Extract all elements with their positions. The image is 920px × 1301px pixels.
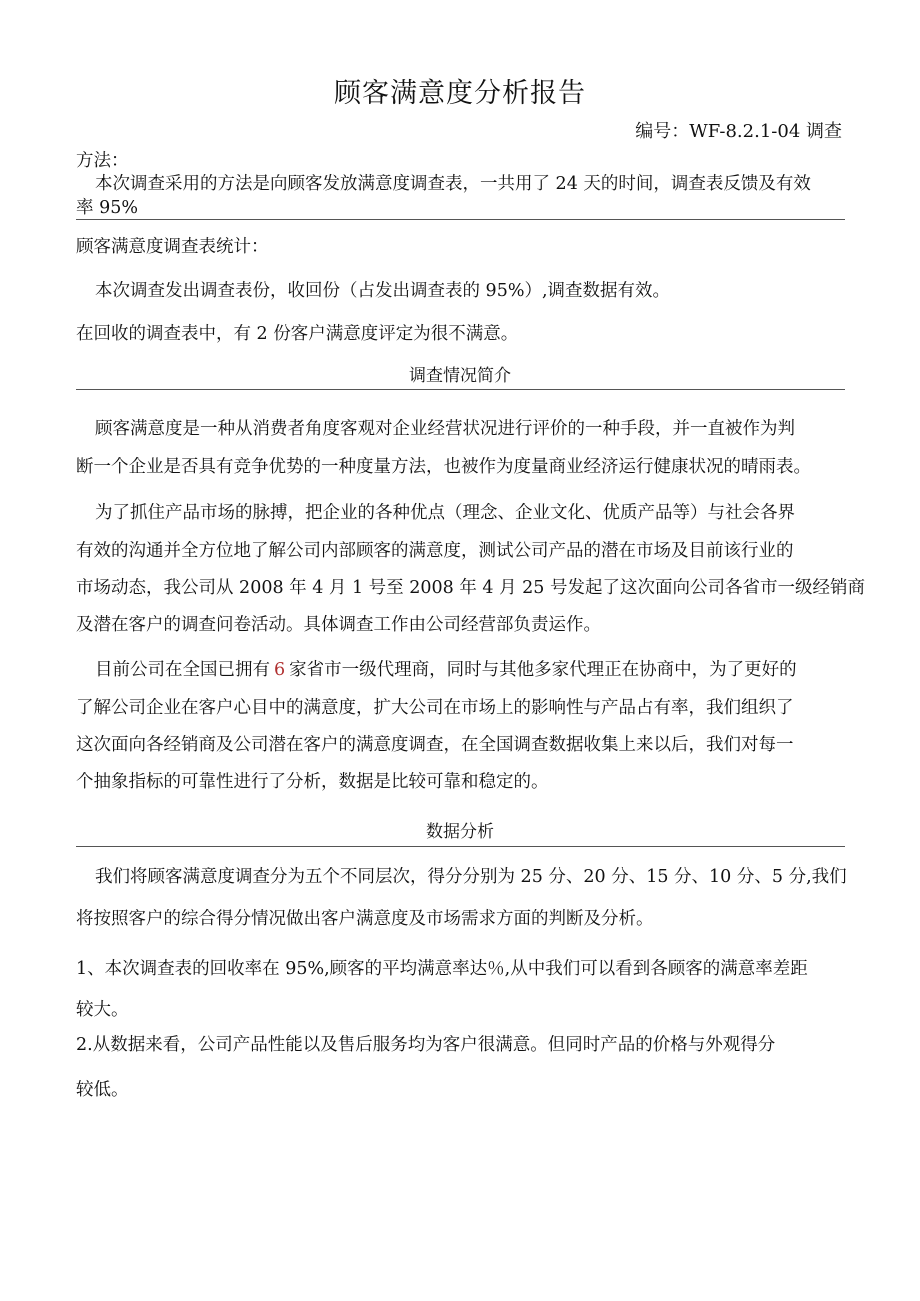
analysis-heading: 数据分析 (426, 822, 494, 842)
document-code: 编号：WF-8.2.1-04 调查 (635, 121, 842, 142)
analysis-item-2-line-1: 2.从数据来看，公司产品性能以及售后服务均为客户很满意。但同时产品的价格与外观得分 (76, 1035, 776, 1055)
intro-p3-line-2: 了解公司企业在客户心目中的满意度，扩大公司在市场上的影响性与产品占有率，我们组织了 (76, 698, 794, 718)
method-label: 方法： (76, 151, 129, 171)
analysis-item-1-line-2: 较大。 (76, 1000, 129, 1020)
analysis-p1-line-1: 我们将顾客满意度调查分为五个不同层次，得分分别为 25 分、20 分、15 分、10 分、5 分,我们 (95, 867, 847, 887)
stats-heading: 顾客满意度调查表统计： (76, 237, 269, 257)
intro-p2-line-4: 及潜在客户的调查问卷活动。具体调查工作由公司经营部负责运作。 (76, 615, 601, 635)
intro-heading: 调查情况简介 (409, 366, 511, 386)
agent-count: 6 (274, 660, 286, 680)
divider-intro (76, 389, 845, 390)
method-text-line-2: 率 95% (76, 198, 138, 218)
analysis-p1-line-2: 将按照客户的综合得分情况做出客户满意度及市场需求方面的判断及分析。 (76, 909, 654, 929)
intro-p2-line-1: 为了抓住产品市场的脉搏，把企业的各种优点（理念、企业文化、优质产品等）与社会各界 (95, 503, 795, 523)
stats-text-line-2: 在回收的调查表中，有 2 份客户满意度评定为很不满意。 (76, 324, 519, 344)
analysis-item-1-line-1: 1、本次调查表的回收率在 95%,顾客的平均满意率达％,从中我们可以看到各顾客的满意率差距 (76, 959, 808, 979)
intro-p3-line-1-end: 家省市一级代理商，同时与其他多家代理正在协商中，为了更好的 (289, 660, 797, 680)
analysis-item-2-line-2: 较低。 (76, 1080, 129, 1100)
intro-p3-line-1 (95, 656, 797, 684)
intro-p2-line-3: 市场动态，我公司从 2008 年 4 月 1 号至 2008 年 4 月 25 号发起了这次面向公司各省市一级经销商 (76, 578, 865, 598)
intro-p3-line-3: 这次面向各经销商及公司潜在客户的满意度调查，在全国调查数据收集上来以后，我们对每一 (76, 735, 794, 755)
page-title: 顾客满意度分析报告 (334, 78, 586, 109)
divider-method (76, 219, 845, 220)
intro-p1-line-1: 顾客满意度是一种从消费者角度客观对企业经营状况进行评价的一种手段，并一直被作为判 (95, 419, 795, 439)
method-text-line-1: 本次调查采用的方法是向顾客发放满意度调查表，一共用了 24 天的时间，调查表反馈及有效 (95, 174, 811, 194)
stats-text-line-1: 本次调查发出调查表份，收回份（占发出调查表的 95%）,调查数据有效。 (95, 281, 671, 301)
intro-p1-line-2: 断一个企业是否具有竞争优势的一种度量方法，也被作为度量商业经济运行健康状况的晴雨表。 (76, 457, 811, 477)
intro-p2-line-2: 有效的沟通并全方位地了解公司内部顾客的满意度，测试公司产品的潜在市场及目前该行业的 (76, 541, 794, 561)
intro-p3-line-1-start: 目前公司在全国已拥有 (95, 660, 270, 680)
divider-analysis (76, 846, 845, 847)
intro-p3-line-4: 个抽象指标的可靠性进行了分析，数据是比较可靠和稳定的。 (76, 772, 549, 792)
